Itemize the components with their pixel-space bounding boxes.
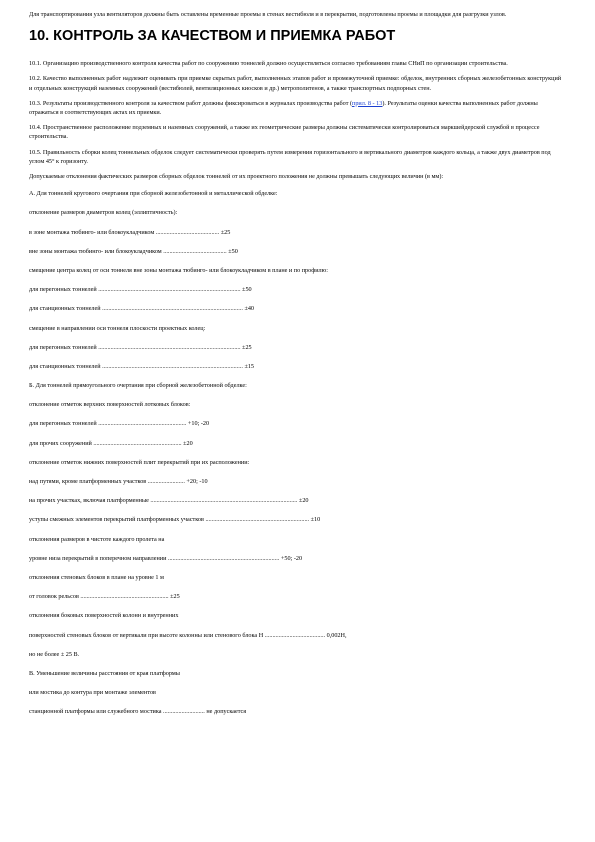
tolerance-line: для станционных тоннелей ........................................................................................... ±15 [29,362,255,370]
paragraph-10-1: 10.1. Организацию производственного контроля качества работ по сооружению тоннелей должно осуществляться согласно требованиям главы СНиП по организации строительства. [29,60,508,68]
paragraph-10-2: 10.2. Качество выполненных работ надлежит оценивать при приемке скрытых работ, выполненных этапов работ и промежуточной приемке: обделок, внутренних сборных железобетонных конструкций и отдельных конструкций наземных сооружений (вестибюлей, вентиляционных киосков и др.) метрополитенов, а также транспортных подпорных стен. [29,75,562,92]
tolerance-line: для перегонных тоннелей ............................................................................................ ±25 [29,343,252,351]
intro-paragraph: Для транспортирования узла вентиляторов должны быть оставлены временные проемы в стенах вестибюля и в перекрытии, подготовлены проемы и площадки для разгрузки узлов. [29,11,507,18]
tolerance-line: для прочих сооружений ......................................................... ±20 [29,439,193,447]
tolerance-line: смещение центра колец от оси тоннеля вне зоны монтажа тюбинго- или блокоукладчиком в плане и по профилю: [29,266,328,274]
tolerance-line: от головок рельсов ......................................................... ±25 [29,593,180,601]
appendix-link[interactable]: прил. 8 - 13 [352,99,383,107]
paragraph-10-4: 10.4. Пространственное расположение подземных и наземных сооружений, а также их геометрические размеры должны систематически контролироваться маркшейдерской службой в процессе строительства. [29,124,540,141]
document-page [29,10,565,726]
tolerance-line: в зоне монтажа тюбинго- или блокоукладчиком ......................................... ±25 [29,228,231,236]
paragraph-10-5: 10.5. Правильность сборки колец тоннельных обделок следует систематически проверять путем измерения горизонтального и вертикального диаметров каждого кольца, а также двух диаметров под углом 45° к горизонту. [29,148,551,165]
tolerance-line: В. Уменьшение величины расстояния от края платформы [29,669,180,677]
tolerance-line: отклонения стеновых блоков в плане на уровне 1 м [29,573,164,581]
tolerance-line: на прочих участках, включая платформенные ............................................................................................... ±20 [29,497,309,505]
tolerance-line: станционной платформы или служебного мостика ........................... не допускается [29,708,247,716]
tolerance-line: вне зоны монтажа тюбинго- или блокоукладчиком ......................................... ±50 [29,247,238,255]
tolerance-line: отклонения размеров в чистоте каждого пролета на [29,535,165,543]
paragraph-10-3-text-a: 10.3. Результаты производственного контроля за качеством работ должны фиксироваться в журналах производства работ ( [29,99,353,107]
tolerances-intro: Допускаемые отклонения фактических размеров сборных обделок тоннелей от их проектного положения не должны превышать следующих величин (в мм): [29,173,444,181]
tolerance-line: для перегонных тоннелей ............................................................................................ ±50 [29,286,252,294]
tolerance-line: или мостика до контура при монтаже элементов [29,689,156,697]
tolerance-line: но не более ± 25 В. [29,650,80,658]
tolerance-line: отклонения боковых поверхностей колонн и внутренних [29,612,179,620]
tolerance-line: уровне низа перекрытий в поперечном направлении ........................................................................ +50; -20 [29,554,303,562]
tolerance-line: уступы смежных элементов перекрытий платформенных участков ................................................................... ±10 [29,516,321,524]
paragraph-10-3 [29,99,565,117]
tolerance-line: отклонение размеров диаметров колец (эллиптичность): [29,209,178,217]
paragraph-10-3-text-b: ). Результаты оценки качества выполненных работ должны отражаться в соответствующих актах их приемки. [29,99,538,117]
tolerances-list [29,189,565,716]
section-heading: 10. КОНТРОЛЬ ЗА КАЧЕСТВОМ И ПРИЕМКА РАБОТ [29,28,396,45]
tolerance-line: смещение в направлении оси тоннеля плоскости проектных колец: [29,324,206,332]
tolerance-line: для станционных тоннелей ........................................................................................... ±40 [29,305,255,313]
tolerance-line: для перегонных тоннелей ......................................................... +10; -20 [29,420,210,428]
tolerance-line: отклонение отметок верхних поверхностей лотковых блоков: [29,401,191,409]
tolerance-line: А. Для тоннелей кругового очертания при сборной железобетонной и металлической обделке: [29,190,278,198]
tolerance-line: отклонение отметок нижних поверхностей плит перекрытий при их расположении: [29,458,250,466]
tolerance-line: Б. Для тоннелей прямоугольного очертания при сборной железобетонной обделке: [29,382,247,390]
tolerance-line: поверхностей стеновых блоков от вертикали при высоте колонны или стенового блока Н ....................................... 0,002Н, [29,631,347,639]
tolerance-line: над путями, кроме платформенных участков ........................ +20; -10 [29,478,208,486]
